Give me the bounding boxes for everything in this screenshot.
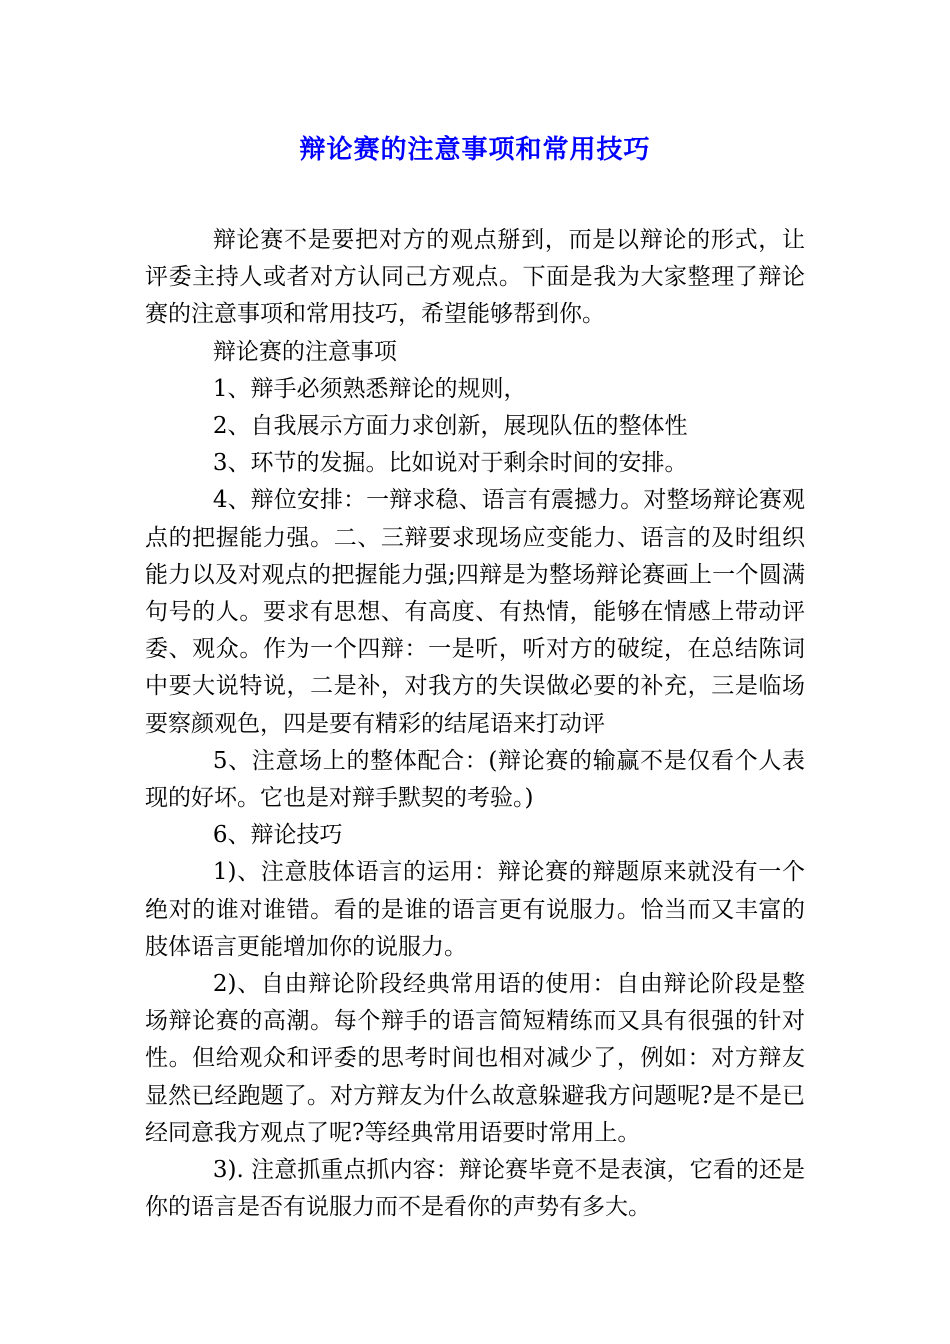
paragraph-tip-2: 2)、自由辩论阶段经典常用语的使用：自由辩论阶段是整场辩论赛的高潮。每个辩手的语言简短精练而又具有很强的针对性。但给观众和评委的思考时间也相对减少了，例如：对方辩友显然已经跑题了。对方辩友为什么故意躲避我方问题呢?是不是已经同意我方观点了呢?等经典常用语要时常用上。 (145, 971, 805, 1146)
paragraph-item-5: 5、注意场上的整体配合：(辩论赛的输赢不是仅看个人表现的好坏。它也是对辩手默契的考验。) (145, 747, 805, 812)
paragraph-item-1: 1、辩手必须熟悉辩论的规则， (212, 375, 527, 402)
paragraph-intro: 辩论赛不是要把对方的观点掰到，而是以辩论的形式，让评委主持人或者对方认同己方观点。下面是我为大家整理了辩论赛的注意事项和常用技巧，希望能够帮到你。 (145, 227, 805, 328)
paragraph-tip-3: 3). 注意抓重点抓内容：辩论赛毕竟不是表演，它看的还是你的语言是否有说服力而不是看你的声势有多大。 (145, 1157, 805, 1221)
paragraph-item-4: 4、辩位安排：一辩求稳、语言有震撼力。对整场辩论赛观点的把握能力强。二、三辩要求现场应变能力、语言的及时组织能力以及对观点的把握能力强;四辩是为整场辩论赛画上一个圆满句号的人。要求有思想、有高度、有热情，能够在情感上带动评委、观众。作为一个四辩：一是听，听对方的破绽，在总结陈词中要大说特说，二是补，对我方的失误做必要的补充，三是临场要察颜观色，四是要有精彩的结尾语来打动评 (145, 487, 805, 737)
paragraph-tip-1: 1)、注意肢体语言的运用：辩论赛的辩题原来就没有一个绝对的谁对谁错。看的是谁的语言更有说服力。恰当而又丰富的肢体语言更能增加你的说服力。 (145, 859, 805, 960)
document-body (145, 222, 805, 1226)
paragraph-item-3: 3、环节的发掘。比如说对于剩余时间的安排。 (212, 450, 688, 477)
paragraph-section-heading: 辩论赛的注意事项 (212, 338, 397, 365)
paragraph-item-6: 6、辩论技巧 (212, 822, 343, 849)
document-title: 辩论赛的注意事项和常用技巧 (299, 135, 651, 165)
paragraph-item-2: 2、自我展示方面力求创新，展现队伍的整体性 (212, 413, 688, 440)
